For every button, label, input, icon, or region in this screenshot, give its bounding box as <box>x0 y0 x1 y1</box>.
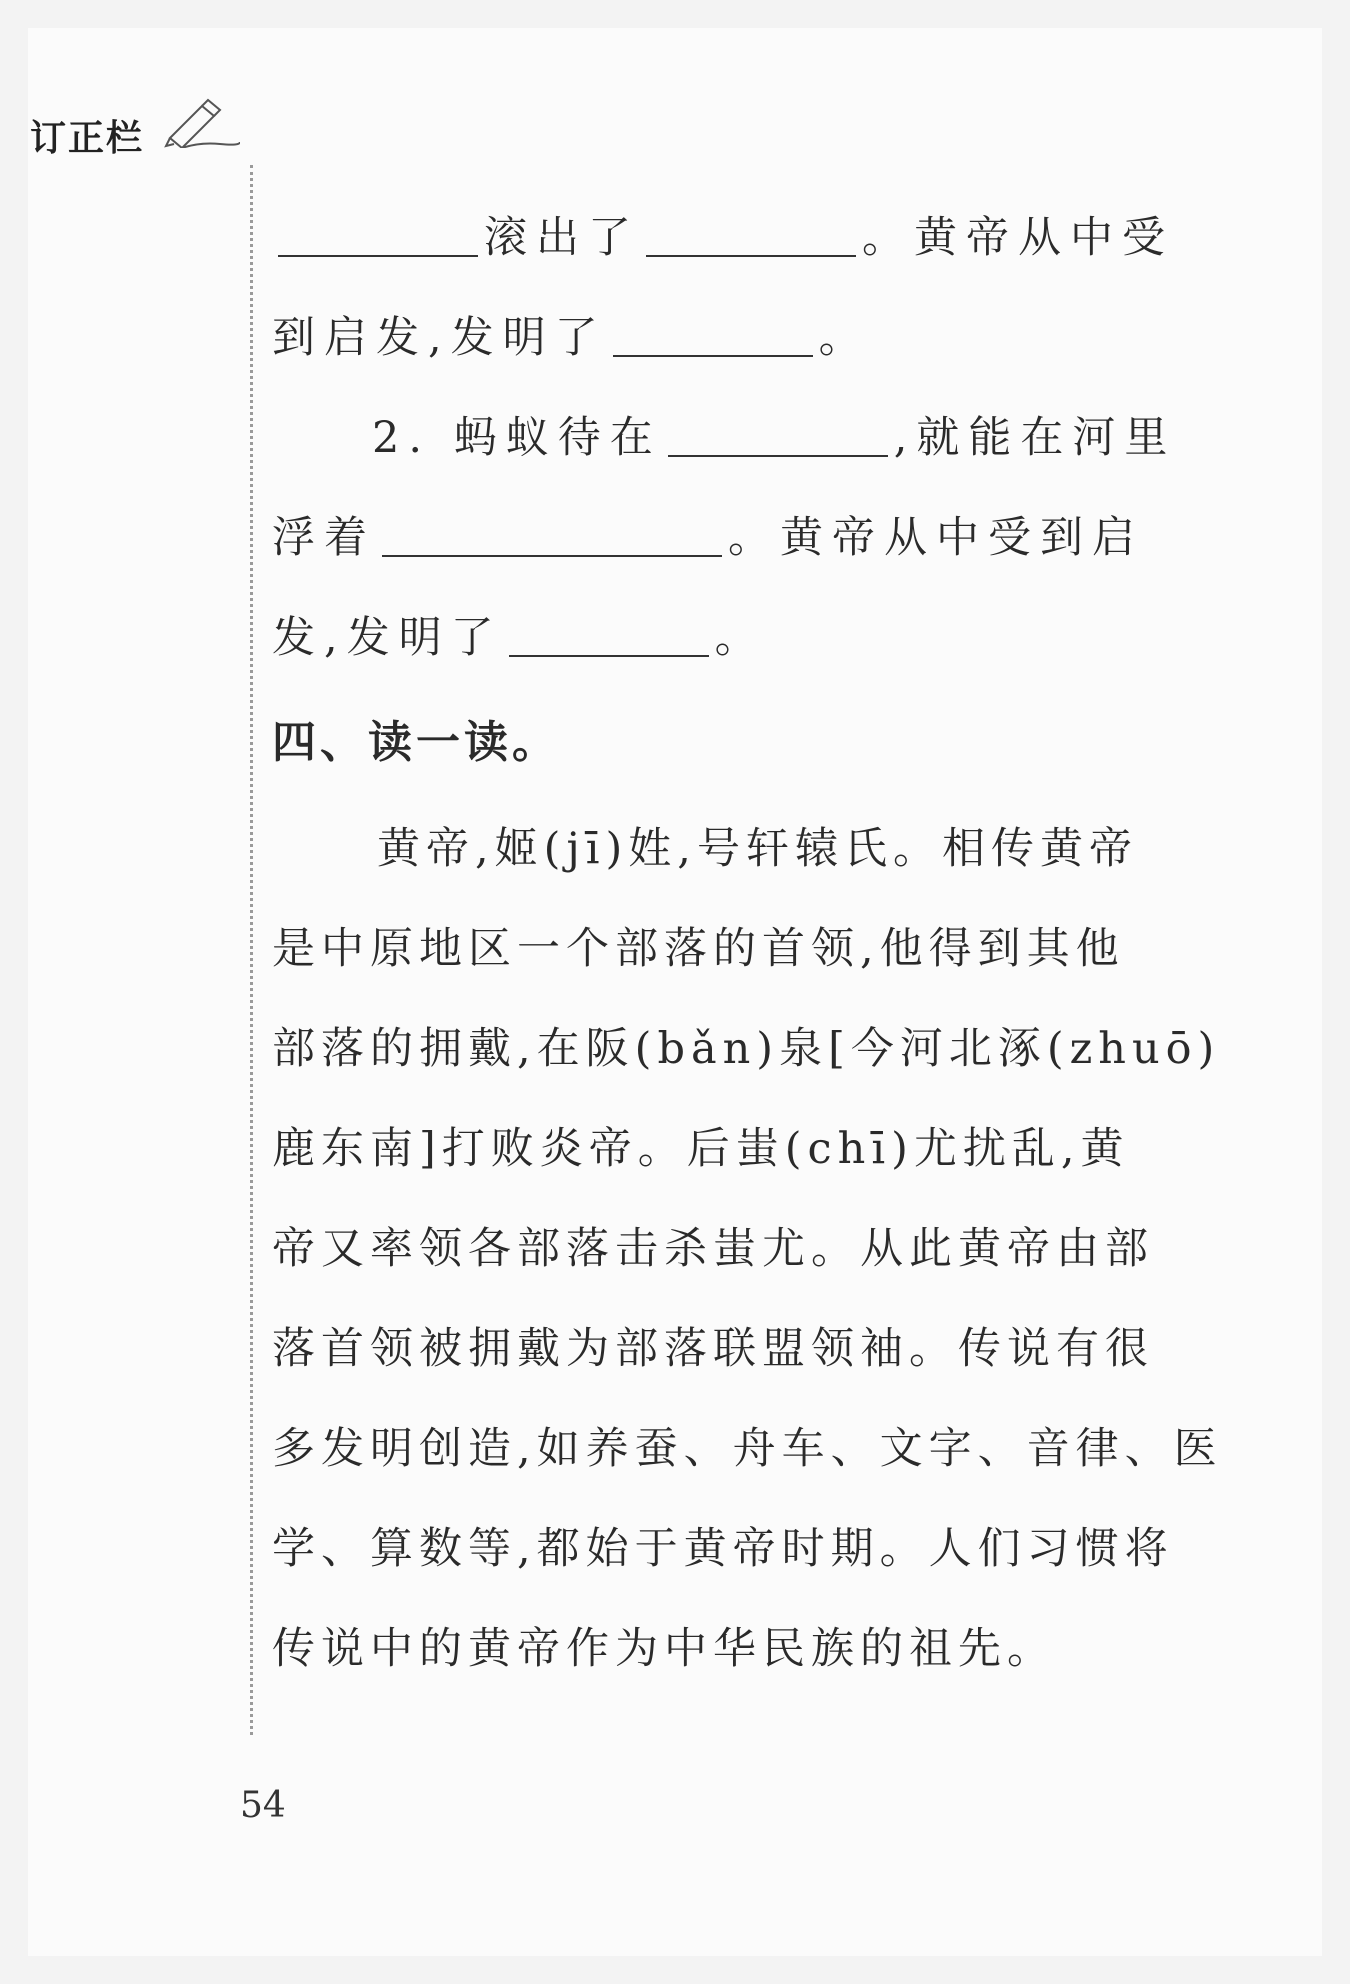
fill-line-1 <box>272 195 1174 265</box>
fill-text: 到启发,发明了 <box>272 313 607 363</box>
answer-blank[interactable] <box>278 254 478 257</box>
section-heading: 四、读一读。 <box>272 717 560 768</box>
passage-line: 黄帝,姬(jī)姓,号轩辕氏。相传黄帝 <box>377 824 1138 874</box>
fill-text: 。 <box>714 613 767 663</box>
passage-line: 帝又率领各部落击杀蚩尤。从此黄帝由部 <box>272 1224 1154 1274</box>
passage-line: 是中原地区一个部落的首领,他得到其他 <box>272 924 1125 974</box>
fill-text: ,就能在河里 <box>893 413 1177 463</box>
answer-blank[interactable] <box>613 354 813 357</box>
answer-blank[interactable] <box>382 554 722 557</box>
fill-text: 。 <box>818 313 871 363</box>
fill-line-q2-3 <box>272 595 767 665</box>
margin-divider <box>250 165 253 1735</box>
fill-line-q2-1 <box>372 395 1176 465</box>
page-number: 54 <box>240 1785 286 1826</box>
fill-text: 2. 蚂蚁待在 <box>372 413 662 463</box>
fill-line-q2-2 <box>272 495 1144 565</box>
correction-column-label: 订正栏 <box>30 118 145 159</box>
fill-text: 滚出了 <box>484 213 640 263</box>
passage-line: 学、算数等,都始于黄帝时期。人们习惯将 <box>272 1524 1174 1574</box>
answer-blank[interactable] <box>646 254 856 257</box>
fill-text: 。黄帝从中受到启 <box>728 513 1144 563</box>
passage-line: 多发明创造,如养蚕、舟车、文字、音律、医 <box>272 1424 1223 1474</box>
pencil-icon <box>160 98 240 148</box>
fill-text: 。黄帝从中受 <box>862 213 1174 263</box>
fill-text: 发,发明了 <box>272 613 503 663</box>
passage-line: 鹿东南]打败炎帝。后蚩(chī)尤扰乱,黄 <box>272 1124 1130 1174</box>
answer-blank[interactable] <box>668 454 888 457</box>
answer-blank[interactable] <box>509 654 709 657</box>
passage-line: 传说中的黄帝作为中华民族的祖先。 <box>272 1624 1056 1674</box>
fill-text: 浮着 <box>272 513 376 563</box>
fill-line-2 <box>272 295 871 365</box>
passage-line: 部落的拥戴,在阪(bǎn)泉[今河北涿(zhuō) <box>272 1024 1221 1074</box>
passage-line: 落首领被拥戴为部落联盟领袖。传说有很 <box>272 1324 1154 1374</box>
